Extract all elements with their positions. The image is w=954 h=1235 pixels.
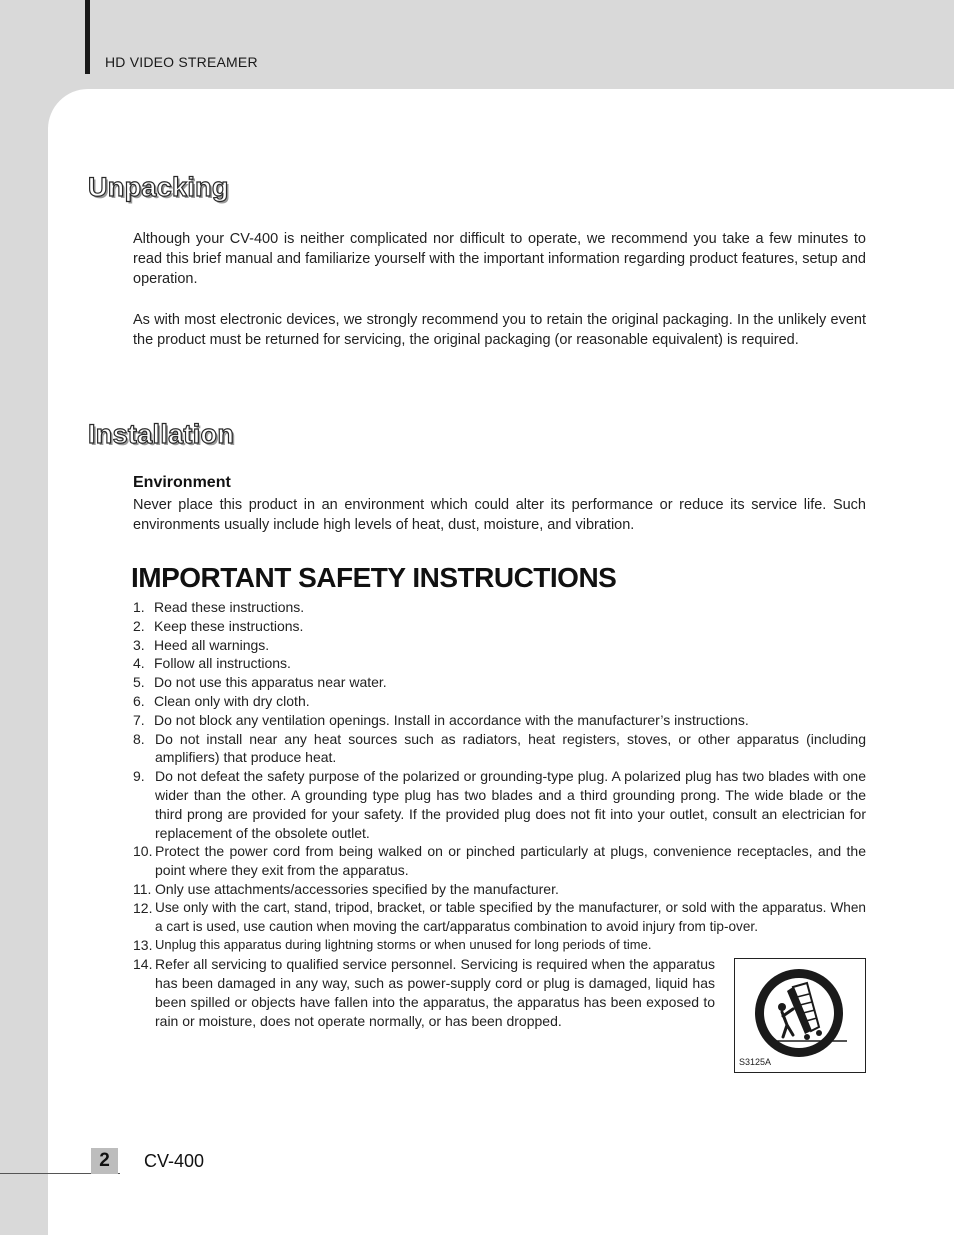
cart-tipover-warning-icon: [749, 967, 849, 1059]
cart-warning-symbol-box: [734, 958, 866, 1073]
item-text: Clean only with dry cloth.: [154, 692, 310, 709]
list-item: [133, 880, 866, 899]
symbol-code: S3125A: [739, 1057, 772, 1067]
item-number: 11.: [133, 880, 152, 897]
list-item: [133, 692, 866, 711]
item-text: Do not use this apparatus near water.: [154, 674, 387, 691]
item-text: Heed all warnings.: [154, 636, 270, 653]
item-number: 6.: [133, 692, 145, 709]
item-number: 9.: [133, 768, 145, 785]
installation-heading: Installation: [88, 419, 235, 449]
list-item: [133, 711, 866, 730]
unpacking-paragraph-2: As with most electronic devices, we strongly recommend you to retain the original packaging. In the unlikely event the product must be returned for servicing, the original packaging (or reasonable equivalent) is required.: [133, 312, 866, 348]
item-number: 13.: [133, 937, 153, 954]
item-number: 14.: [133, 956, 153, 973]
item-number: 12.: [133, 899, 153, 916]
item-text: Do not install near any heat sources such as radiators, heat registers, stoves, or other apparatus (including amplifiers) that produce heat.: [155, 730, 866, 766]
item-number: 1.: [133, 599, 145, 615]
item-text: Unplug this apparatus during lightning storms or when unused for long periods of time.: [155, 937, 652, 953]
running-header: HD VIDEO STREAMER: [105, 54, 258, 70]
list-item: [133, 842, 866, 880]
header-accent-bar: [85, 0, 90, 74]
item-number: 10.: [133, 843, 153, 860]
safety-instructions-title: IMPORTANT SAFETY INSTRUCTIONS: [131, 562, 617, 593]
item-text: Use only with the cart, stand, tripod, bracket, or table specified by the manufacturer, or sold with the apparatus. When a cart is used, use caution when moving the cart/apparatus combination to avoid injury from tip-over.: [155, 899, 866, 934]
list-item: [133, 936, 866, 955]
list-item: [133, 673, 866, 692]
item-number: 3.: [133, 636, 145, 653]
unpacking-heading: Unpacking: [88, 172, 229, 202]
item-number: 2.: [133, 617, 145, 634]
list-item: [133, 730, 866, 768]
list-item: [133, 598, 866, 617]
item-number: 4.: [133, 655, 145, 672]
list-item: [133, 654, 866, 673]
item-number: 5.: [133, 674, 145, 691]
list-item: [133, 767, 866, 842]
item-text: Do not block any ventilation openings. Install in accordance with the manufacturer’s instructions.: [154, 711, 749, 728]
page-number: 2: [91, 1148, 118, 1174]
environment-paragraph: Never place this product in an environment which could alter its performance or reduce its service life. Such environments usually include high levels of heat, dust, moisture, and vibration.: [133, 497, 866, 533]
list-item: [133, 899, 866, 937]
item-text: Protect the power cord from being walked on or pinched particularly at plugs, convenience receptacles, and the point where they exit from the apparatus.: [155, 843, 866, 879]
item-number: 7.: [133, 711, 145, 728]
item-text: Do not defeat the safety purpose of the polarized or grounding-type plug. A polarized plug has two blades with one wider than the other. A grounding type plug has two blades and a third grounding prong. The wide blade or the third prong are provided for your safety. If the provided plug does not fit into your outlet, consult an electrician for replacement of the obsolete outlet.: [155, 768, 866, 841]
item-text: Refer all servicing to qualified service personnel. Servicing is required when the apparatus has been damaged in any way, such as power-supply cord or plug is damaged, liquid has been spilled or objects have fallen into the apparatus, the apparatus has been exposed to rain or moisture, does not operate normally, or has been dropped.: [155, 956, 715, 1029]
item-text: Keep these instructions.: [154, 617, 304, 634]
unpacking-paragraph-1: Although your CV-400 is neither complicated nor difficult to operate, we recommend you take a few minutes to read this brief manual and familiarize yourself with the important information regarding product features, setup and operation.: [133, 231, 866, 287]
model-label: CV-400: [144, 1151, 205, 1171]
list-item: [133, 636, 866, 655]
item-text: Only use attachments/accessories specified by the manufacturer.: [155, 880, 559, 897]
environment-subheading: Environment: [133, 474, 231, 491]
item-number: 8.: [133, 730, 145, 747]
item-text: Follow all instructions.: [154, 655, 291, 672]
item-text: Read these instructions.: [154, 599, 305, 615]
list-item: [133, 617, 866, 636]
